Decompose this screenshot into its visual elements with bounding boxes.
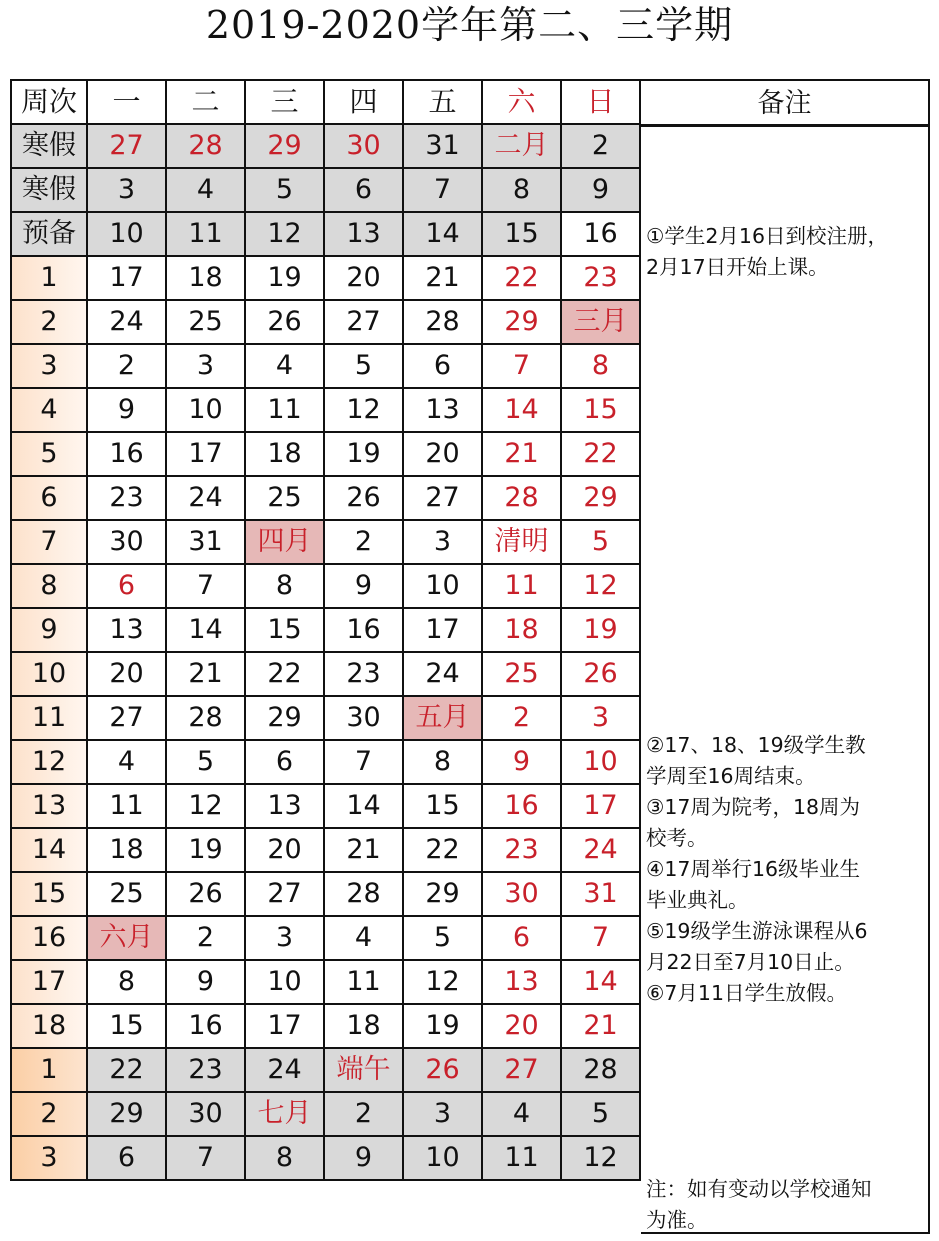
day-cell: 28 xyxy=(482,476,561,520)
day-cell: 10 xyxy=(403,564,482,608)
week-label: 12 xyxy=(11,740,87,784)
day-cell: 9 xyxy=(482,740,561,784)
day-cell: 19 xyxy=(166,828,245,872)
day-cell: 17 xyxy=(166,432,245,476)
note-line: 校考。 xyxy=(646,826,708,850)
day-cell: 5 xyxy=(403,916,482,960)
note-line: ②17、18、19级学生教 xyxy=(646,733,866,757)
day-cell: 23 xyxy=(561,256,640,300)
day-cell: 30 xyxy=(482,872,561,916)
week-label: 13 xyxy=(11,784,87,828)
day-cell: 16 xyxy=(561,212,640,256)
day-cell: 25 xyxy=(166,300,245,344)
week-row xyxy=(11,696,640,740)
day-cell: 28 xyxy=(166,124,245,168)
day-cell: 7 xyxy=(166,1136,245,1180)
day-cell: 10 xyxy=(403,1136,482,1180)
day-cell: 26 xyxy=(166,872,245,916)
day-cell: 3 xyxy=(166,344,245,388)
weekday-header: 日 xyxy=(561,80,640,124)
day-cell: 14 xyxy=(482,388,561,432)
day-cell: 2 xyxy=(87,344,166,388)
day-cell: 20 xyxy=(403,432,482,476)
page-title: 2019-2020学年第二、三学期 xyxy=(205,3,734,47)
week-row xyxy=(11,432,640,476)
day-cell: 30 xyxy=(166,1092,245,1136)
day-cell: 28 xyxy=(403,300,482,344)
week-label: 寒假 xyxy=(11,168,87,212)
weekday-header: 三 xyxy=(245,80,324,124)
note-line: ③17周为院考，18周为 xyxy=(646,795,861,819)
day-cell: 端午 xyxy=(324,1048,403,1092)
weekday-header: 六 xyxy=(482,80,561,124)
day-cell: 23 xyxy=(166,1048,245,1092)
note-line: ④17周举行16级毕业生 xyxy=(646,857,861,881)
notes-header: 备注 xyxy=(641,81,928,127)
week-label: 5 xyxy=(11,432,87,476)
day-cell: 29 xyxy=(403,872,482,916)
note-registration xyxy=(646,221,928,283)
day-cell: 13 xyxy=(482,960,561,1004)
day-cell: 6 xyxy=(245,740,324,784)
day-cell: 28 xyxy=(324,872,403,916)
week-row xyxy=(11,652,640,696)
note-line: 毕业典礼。 xyxy=(646,888,749,912)
day-cell: 8 xyxy=(245,564,324,608)
note-line: 2月17日开始上课。 xyxy=(646,255,829,279)
day-cell: 23 xyxy=(87,476,166,520)
week-row xyxy=(11,1048,640,1092)
week-label: 15 xyxy=(11,872,87,916)
day-cell: 22 xyxy=(403,828,482,872)
day-cell: 2 xyxy=(561,124,640,168)
week-row xyxy=(11,564,640,608)
day-cell: 5 xyxy=(324,344,403,388)
day-cell: 二月 xyxy=(482,124,561,168)
day-cell: 15 xyxy=(482,212,561,256)
day-cell: 13 xyxy=(87,608,166,652)
day-cell: 27 xyxy=(324,300,403,344)
day-cell: 21 xyxy=(482,432,561,476)
day-cell: 4 xyxy=(166,168,245,212)
day-cell: 18 xyxy=(245,432,324,476)
table-header-row xyxy=(11,80,640,124)
calendar-table xyxy=(10,79,641,1181)
day-cell: 12 xyxy=(561,564,640,608)
day-cell: 9 xyxy=(87,388,166,432)
day-cell: 6 xyxy=(87,564,166,608)
day-cell: 3 xyxy=(403,1092,482,1136)
day-cell: 12 xyxy=(245,212,324,256)
note-line: 学周至16周结束。 xyxy=(646,764,816,788)
day-cell: 11 xyxy=(245,388,324,432)
day-cell: 9 xyxy=(166,960,245,1004)
day-cell: 25 xyxy=(482,652,561,696)
note-line: ⑥7月11日学生放假。 xyxy=(646,981,848,1005)
month-start-cell: 六月 xyxy=(87,916,166,960)
day-cell: 27 xyxy=(245,872,324,916)
day-cell: 24 xyxy=(561,828,640,872)
day-cell: 20 xyxy=(482,1004,561,1048)
day-cell: 19 xyxy=(324,432,403,476)
day-cell: 3 xyxy=(245,916,324,960)
day-cell: 13 xyxy=(403,388,482,432)
week-row xyxy=(11,960,640,1004)
week-label: 预备 xyxy=(11,212,87,256)
week-row xyxy=(11,784,640,828)
week-row xyxy=(11,168,640,212)
day-cell: 12 xyxy=(324,388,403,432)
week-row xyxy=(11,740,640,784)
day-cell: 9 xyxy=(561,168,640,212)
day-cell: 20 xyxy=(324,256,403,300)
day-cell: 6 xyxy=(324,168,403,212)
day-cell: 9 xyxy=(324,1136,403,1180)
week-row xyxy=(11,828,640,872)
week-row xyxy=(11,872,640,916)
day-cell: 14 xyxy=(403,212,482,256)
week-row xyxy=(11,520,640,564)
day-cell: 7 xyxy=(324,740,403,784)
day-cell: 25 xyxy=(87,872,166,916)
day-cell: 19 xyxy=(561,608,640,652)
day-cell: 11 xyxy=(482,1136,561,1180)
week-label: 3 xyxy=(11,344,87,388)
week-row xyxy=(11,1004,640,1048)
day-cell: 8 xyxy=(245,1136,324,1180)
month-start-cell: 三月 xyxy=(561,300,640,344)
week-label: 9 xyxy=(11,608,87,652)
day-cell: 19 xyxy=(245,256,324,300)
note-line: 月22日至7月10日止。 xyxy=(646,950,855,974)
day-cell: 28 xyxy=(166,696,245,740)
day-cell: 15 xyxy=(561,388,640,432)
week-label: 11 xyxy=(11,696,87,740)
day-cell: 23 xyxy=(324,652,403,696)
week-row xyxy=(11,344,640,388)
day-cell: 清明 xyxy=(482,520,561,564)
week-label: 寒假 xyxy=(11,124,87,168)
day-cell: 22 xyxy=(482,256,561,300)
day-cell: 12 xyxy=(166,784,245,828)
week-row xyxy=(11,476,640,520)
day-cell: 5 xyxy=(245,168,324,212)
day-cell: 16 xyxy=(324,608,403,652)
day-cell: 2 xyxy=(324,520,403,564)
day-cell: 七月 xyxy=(245,1092,324,1136)
day-cell: 11 xyxy=(324,960,403,1004)
day-cell: 10 xyxy=(561,740,640,784)
day-cell: 30 xyxy=(324,124,403,168)
day-cell: 13 xyxy=(324,212,403,256)
day-cell: 22 xyxy=(561,432,640,476)
day-cell: 8 xyxy=(561,344,640,388)
day-cell: 23 xyxy=(482,828,561,872)
day-cell: 20 xyxy=(245,828,324,872)
week-row xyxy=(11,1136,640,1180)
day-cell: 17 xyxy=(245,1004,324,1048)
day-cell: 18 xyxy=(324,1004,403,1048)
day-cell: 15 xyxy=(245,608,324,652)
week-row xyxy=(11,256,640,300)
day-cell: 15 xyxy=(87,1004,166,1048)
day-cell: 6 xyxy=(482,916,561,960)
week-label: 8 xyxy=(11,564,87,608)
day-cell: 31 xyxy=(403,124,482,168)
day-cell: 10 xyxy=(87,212,166,256)
note-line: 注：如有变动以学校通知 xyxy=(646,1177,872,1201)
day-cell: 21 xyxy=(403,256,482,300)
note-line: ⑤19级学生游泳课程从6 xyxy=(646,919,868,943)
month-start-cell: 五月 xyxy=(403,696,482,740)
day-cell: 22 xyxy=(245,652,324,696)
week-label: 17 xyxy=(11,960,87,1004)
week-label: 2 xyxy=(11,1092,87,1136)
day-cell: 26 xyxy=(561,652,640,696)
day-cell: 7 xyxy=(561,916,640,960)
week-label: 10 xyxy=(11,652,87,696)
week-label: 4 xyxy=(11,388,87,432)
week-row xyxy=(11,916,640,960)
day-cell: 29 xyxy=(245,696,324,740)
note-line: ①学生2月16日到校注册， xyxy=(646,224,889,248)
notes-column xyxy=(641,79,930,1234)
week-row xyxy=(11,300,640,344)
day-cell: 4 xyxy=(482,1092,561,1136)
day-cell: 29 xyxy=(245,124,324,168)
day-cell: 10 xyxy=(166,388,245,432)
day-cell: 10 xyxy=(245,960,324,1004)
day-cell: 4 xyxy=(245,344,324,388)
day-cell: 28 xyxy=(561,1048,640,1092)
day-cell: 21 xyxy=(561,1004,640,1048)
footnote xyxy=(646,1174,928,1236)
day-cell: 3 xyxy=(561,696,640,740)
week-label: 2 xyxy=(11,300,87,344)
day-cell: 24 xyxy=(166,476,245,520)
day-cell: 2 xyxy=(166,916,245,960)
week-label: 6 xyxy=(11,476,87,520)
day-cell: 18 xyxy=(482,608,561,652)
weekday-header: 五 xyxy=(403,80,482,124)
week-row xyxy=(11,388,640,432)
day-cell: 21 xyxy=(166,652,245,696)
note-schedule xyxy=(646,730,928,1009)
week-label: 18 xyxy=(11,1004,87,1048)
day-cell: 14 xyxy=(561,960,640,1004)
day-cell: 25 xyxy=(245,476,324,520)
day-cell: 30 xyxy=(324,696,403,740)
day-cell: 7 xyxy=(166,564,245,608)
day-cell: 5 xyxy=(561,520,640,564)
day-cell: 7 xyxy=(482,344,561,388)
day-cell: 18 xyxy=(87,828,166,872)
day-cell: 27 xyxy=(87,124,166,168)
weekday-header: 二 xyxy=(166,80,245,124)
week-label: 1 xyxy=(11,256,87,300)
day-cell: 4 xyxy=(324,916,403,960)
day-cell: 4 xyxy=(87,740,166,784)
day-cell: 11 xyxy=(166,212,245,256)
week-label: 1 xyxy=(11,1048,87,1092)
day-cell: 14 xyxy=(324,784,403,828)
day-cell: 29 xyxy=(482,300,561,344)
week-row xyxy=(11,212,640,256)
day-cell: 24 xyxy=(87,300,166,344)
day-cell: 12 xyxy=(561,1136,640,1180)
week-label: 7 xyxy=(11,520,87,564)
day-cell: 2 xyxy=(482,696,561,740)
day-cell: 7 xyxy=(403,168,482,212)
day-cell: 30 xyxy=(87,520,166,564)
day-cell: 27 xyxy=(87,696,166,740)
day-cell: 5 xyxy=(561,1092,640,1136)
week-row xyxy=(11,1092,640,1136)
day-cell: 11 xyxy=(87,784,166,828)
day-cell: 16 xyxy=(482,784,561,828)
day-cell: 24 xyxy=(245,1048,324,1092)
day-cell: 12 xyxy=(403,960,482,1004)
day-cell: 11 xyxy=(482,564,561,608)
week-label: 14 xyxy=(11,828,87,872)
day-cell: 19 xyxy=(403,1004,482,1048)
day-cell: 18 xyxy=(166,256,245,300)
day-cell: 3 xyxy=(87,168,166,212)
week-column-header: 周次 xyxy=(11,80,87,124)
day-cell: 31 xyxy=(561,872,640,916)
day-cell: 3 xyxy=(403,520,482,564)
day-cell: 22 xyxy=(87,1048,166,1092)
day-cell: 6 xyxy=(403,344,482,388)
day-cell: 26 xyxy=(245,300,324,344)
day-cell: 8 xyxy=(403,740,482,784)
week-row xyxy=(11,124,640,168)
week-label: 3 xyxy=(11,1136,87,1180)
day-cell: 16 xyxy=(87,432,166,476)
day-cell: 17 xyxy=(403,608,482,652)
day-cell: 17 xyxy=(87,256,166,300)
day-cell: 17 xyxy=(561,784,640,828)
week-row xyxy=(11,608,640,652)
month-start-cell: 四月 xyxy=(245,520,324,564)
day-cell: 26 xyxy=(403,1048,482,1092)
day-cell: 16 xyxy=(166,1004,245,1048)
week-label: 16 xyxy=(11,916,87,960)
day-cell: 27 xyxy=(403,476,482,520)
day-cell: 8 xyxy=(87,960,166,1004)
day-cell: 6 xyxy=(87,1136,166,1180)
weekday-header: 四 xyxy=(324,80,403,124)
day-cell: 29 xyxy=(561,476,640,520)
weekday-header: 一 xyxy=(87,80,166,124)
day-cell: 20 xyxy=(87,652,166,696)
note-line: 为准。 xyxy=(646,1208,708,1232)
day-cell: 29 xyxy=(87,1092,166,1136)
day-cell: 26 xyxy=(324,476,403,520)
day-cell: 5 xyxy=(166,740,245,784)
day-cell: 15 xyxy=(403,784,482,828)
day-cell: 9 xyxy=(324,564,403,608)
day-cell: 24 xyxy=(403,652,482,696)
day-cell: 8 xyxy=(482,168,561,212)
day-cell: 2 xyxy=(324,1092,403,1136)
day-cell: 21 xyxy=(324,828,403,872)
day-cell: 14 xyxy=(166,608,245,652)
day-cell: 13 xyxy=(245,784,324,828)
day-cell: 31 xyxy=(166,520,245,564)
day-cell: 27 xyxy=(482,1048,561,1092)
